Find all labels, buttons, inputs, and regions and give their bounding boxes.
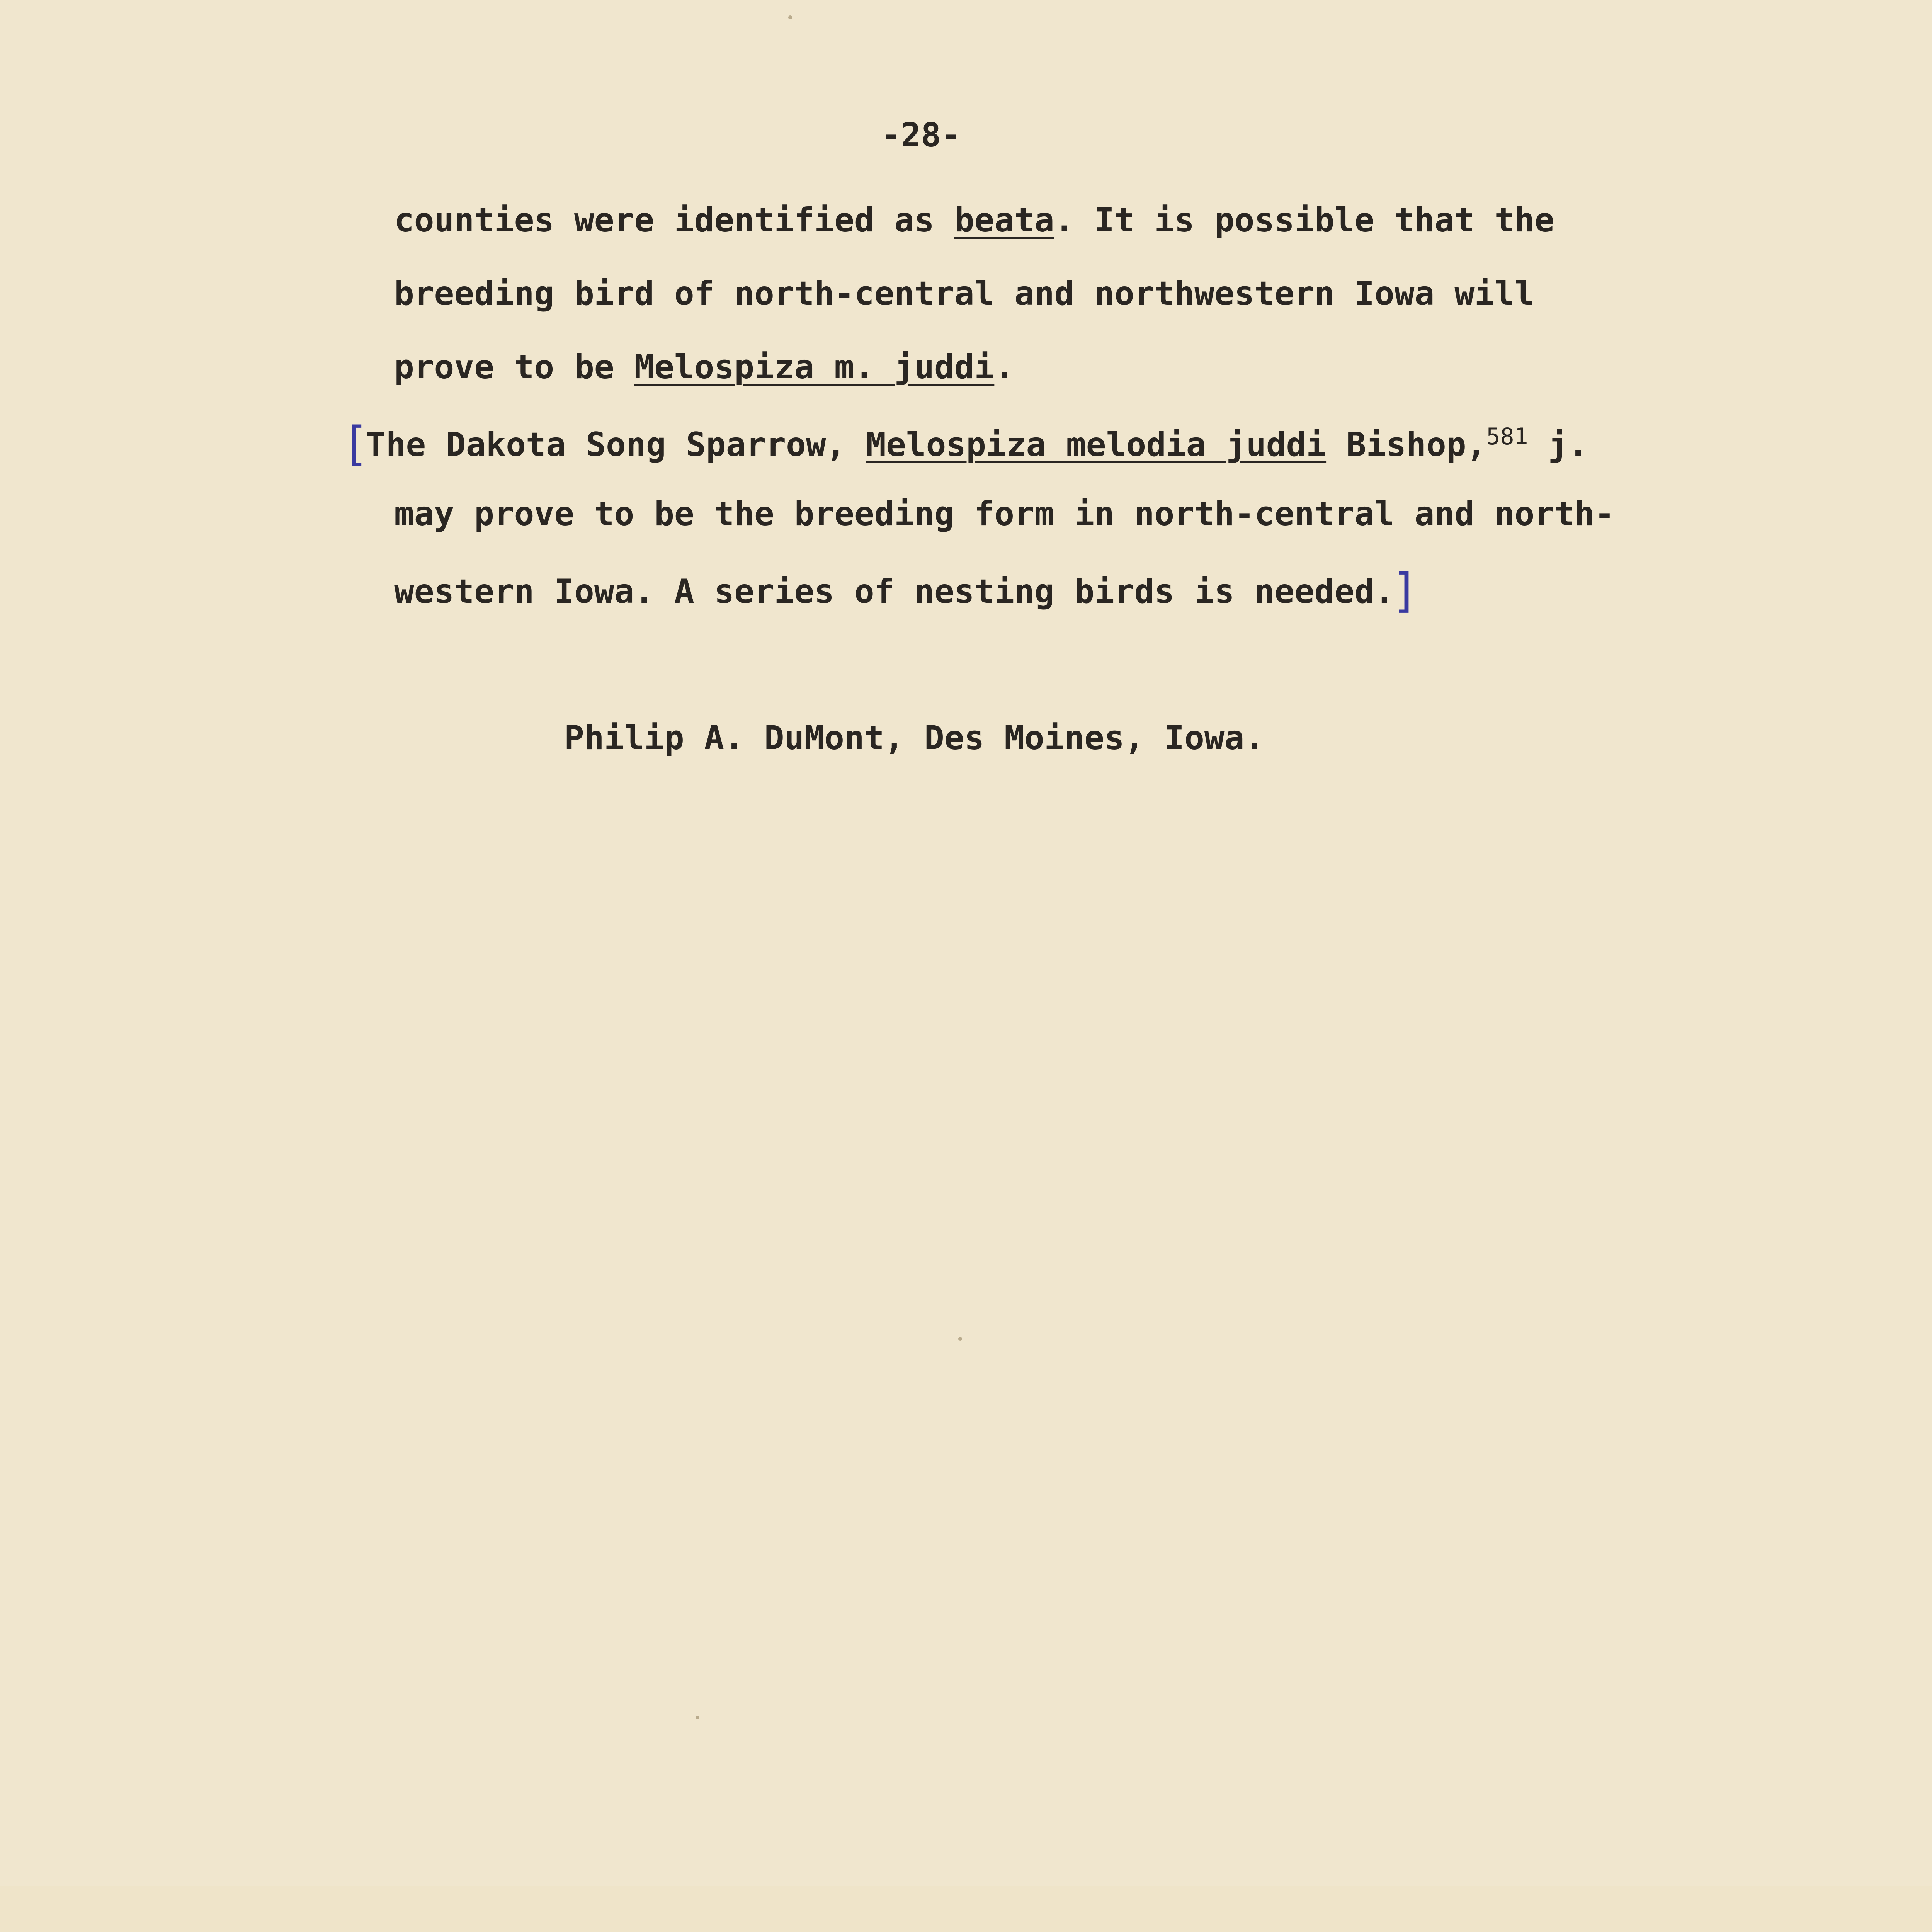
underlined-species: beata: [954, 201, 1054, 240]
text-line-2: breeding bird of north-central and northwestern Iowa will: [394, 274, 1535, 313]
editorial-bracket-close: ]: [1394, 564, 1413, 618]
underlined-species: Melospiza m. juddi: [634, 348, 995, 386]
paper-speck: [696, 1716, 699, 1719]
text-line-1: counties were identified as beata. It is possible that the: [394, 201, 1555, 240]
superscript-number: 581: [1486, 423, 1528, 450]
text-line-4: [The Dakota Song Sparrow, Melospiza melodia juddi Bishop,$^{581}$ j.: [348, 417, 1588, 471]
text-line-5: may prove to be the breeding form in north-central and north-: [394, 495, 1615, 533]
author-signature-line: Philip A. DuMont, Des Moines, Iowa.: [564, 719, 1265, 757]
paper-speck: [788, 15, 792, 19]
text-line-3: prove to be Melospiza m. juddi.: [394, 348, 1015, 386]
paper-tone-band: [0, 1886, 1932, 1932]
underlined-species: Melospiza melodia juddi: [866, 425, 1327, 464]
text-line-6: western Iowa. A series of nesting birds is needed.]: [394, 564, 1413, 618]
paper-speck: [958, 1337, 962, 1341]
editorial-bracket-open: [: [348, 417, 366, 471]
page-number: -28-: [881, 116, 961, 155]
